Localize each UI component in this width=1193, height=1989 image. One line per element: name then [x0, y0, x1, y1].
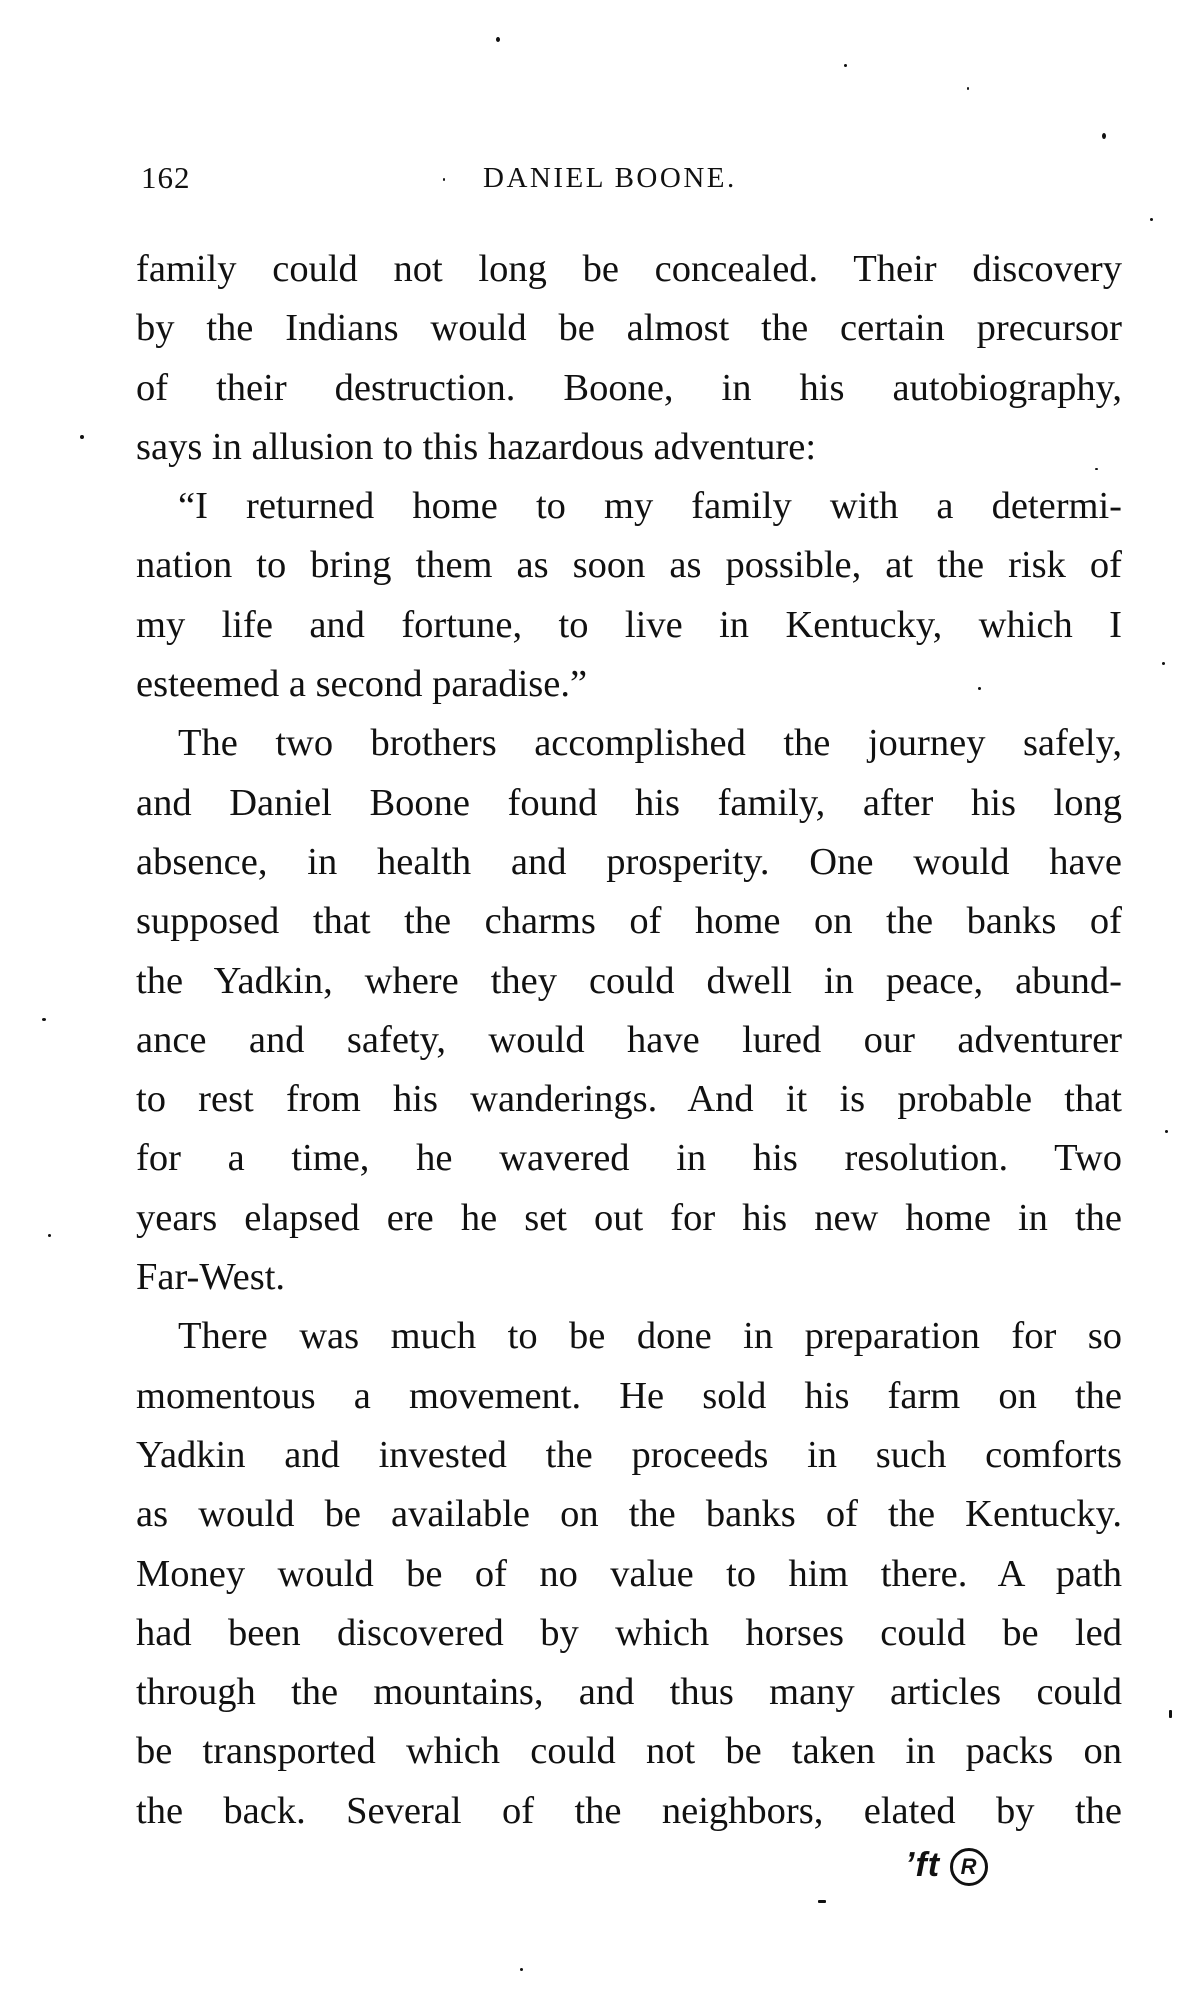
text-line: for a time, he wavered in his resolution. Two: [136, 1137, 1122, 1180]
scan-speck: [844, 64, 847, 67]
page-number: 162: [141, 160, 191, 195]
text-line: and Daniel Boone found his family, after his long: [136, 781, 1122, 824]
scan-speck: [1095, 468, 1098, 470]
text-line: The two brothers accomplished the journey safely,: [178, 722, 1122, 765]
text-line: to rest from his wanderings. And it is probable that: [136, 1078, 1122, 1121]
scan-speck: [1165, 1130, 1168, 1133]
scan-speck: [80, 435, 84, 439]
watermark-text: ʼft: [905, 1846, 941, 1884]
running-title: DANIEL BOONE.: [483, 162, 737, 194]
scan-speck: [1169, 1710, 1172, 1718]
text-line: as would be available on the banks of the Kentucky.: [136, 1493, 1122, 1536]
scan-speck: [443, 178, 445, 181]
text-line: ance and safety, would have lured our adventurer: [136, 1018, 1122, 1061]
scan-speck: [1162, 662, 1165, 665]
scan-speck: [48, 1234, 51, 1237]
text-line: the back. Several of the neighbors, elated by the: [136, 1789, 1122, 1832]
quote-line: nation to bring them as soon as possible, at the risk of: [136, 544, 1122, 587]
text-line: There was much to be done in preparation for so: [178, 1315, 1122, 1358]
scan-speck: [520, 1968, 523, 1971]
text-line: through the mountains, and thus many articles could: [136, 1671, 1122, 1714]
text-line: says in allusion to this hazardous adventure:: [136, 425, 817, 468]
scan-speck: [42, 1018, 46, 1021]
text-line: had been discovered by which horses could be led: [136, 1611, 1122, 1654]
text-line: Yadkin and invested the proceeds in such comforts: [136, 1433, 1122, 1476]
text-line: supposed that the charms of home on the banks of: [136, 900, 1122, 943]
text-line: years elapsed ere he set out for his new home in the: [136, 1196, 1122, 1239]
text-line: the Yadkin, where they could dwell in peace, abund-: [136, 959, 1122, 1002]
registered-mark-icon: R: [950, 1848, 988, 1886]
scan-watermark: [905, 1845, 988, 1886]
text-line: of their destruction. Boone, in his autobiography,: [136, 366, 1122, 409]
text-line: family could not long be concealed. Their discovery: [136, 248, 1122, 290]
scan-speck: [1102, 133, 1106, 139]
scan-speck: [496, 37, 500, 42]
scan-speck: [967, 87, 969, 90]
quote-line: my life and fortune, to live in Kentucky, which I: [136, 603, 1122, 646]
body-text: [136, 240, 1122, 1841]
quote-line: “I returned home to my family with a determi-: [178, 485, 1122, 528]
running-head: [141, 158, 1121, 198]
text-line: be transported which could not be taken in packs on: [136, 1730, 1122, 1773]
text-line: momentous a movement. He sold his farm on the: [136, 1374, 1122, 1417]
text-line: Money would be of no value to him there. A path: [136, 1552, 1122, 1595]
scan-speck: [978, 687, 981, 690]
text-line: absence, in health and prosperity. One would have: [136, 840, 1122, 883]
quote-line: esteemed a second paradise.”: [136, 663, 588, 706]
text-line: Far-West.: [136, 1256, 286, 1299]
text-line: by the Indians would be almost the certain precursor: [136, 307, 1122, 350]
scan-speck: [818, 1900, 826, 1903]
scan-speck: [1150, 218, 1153, 221]
